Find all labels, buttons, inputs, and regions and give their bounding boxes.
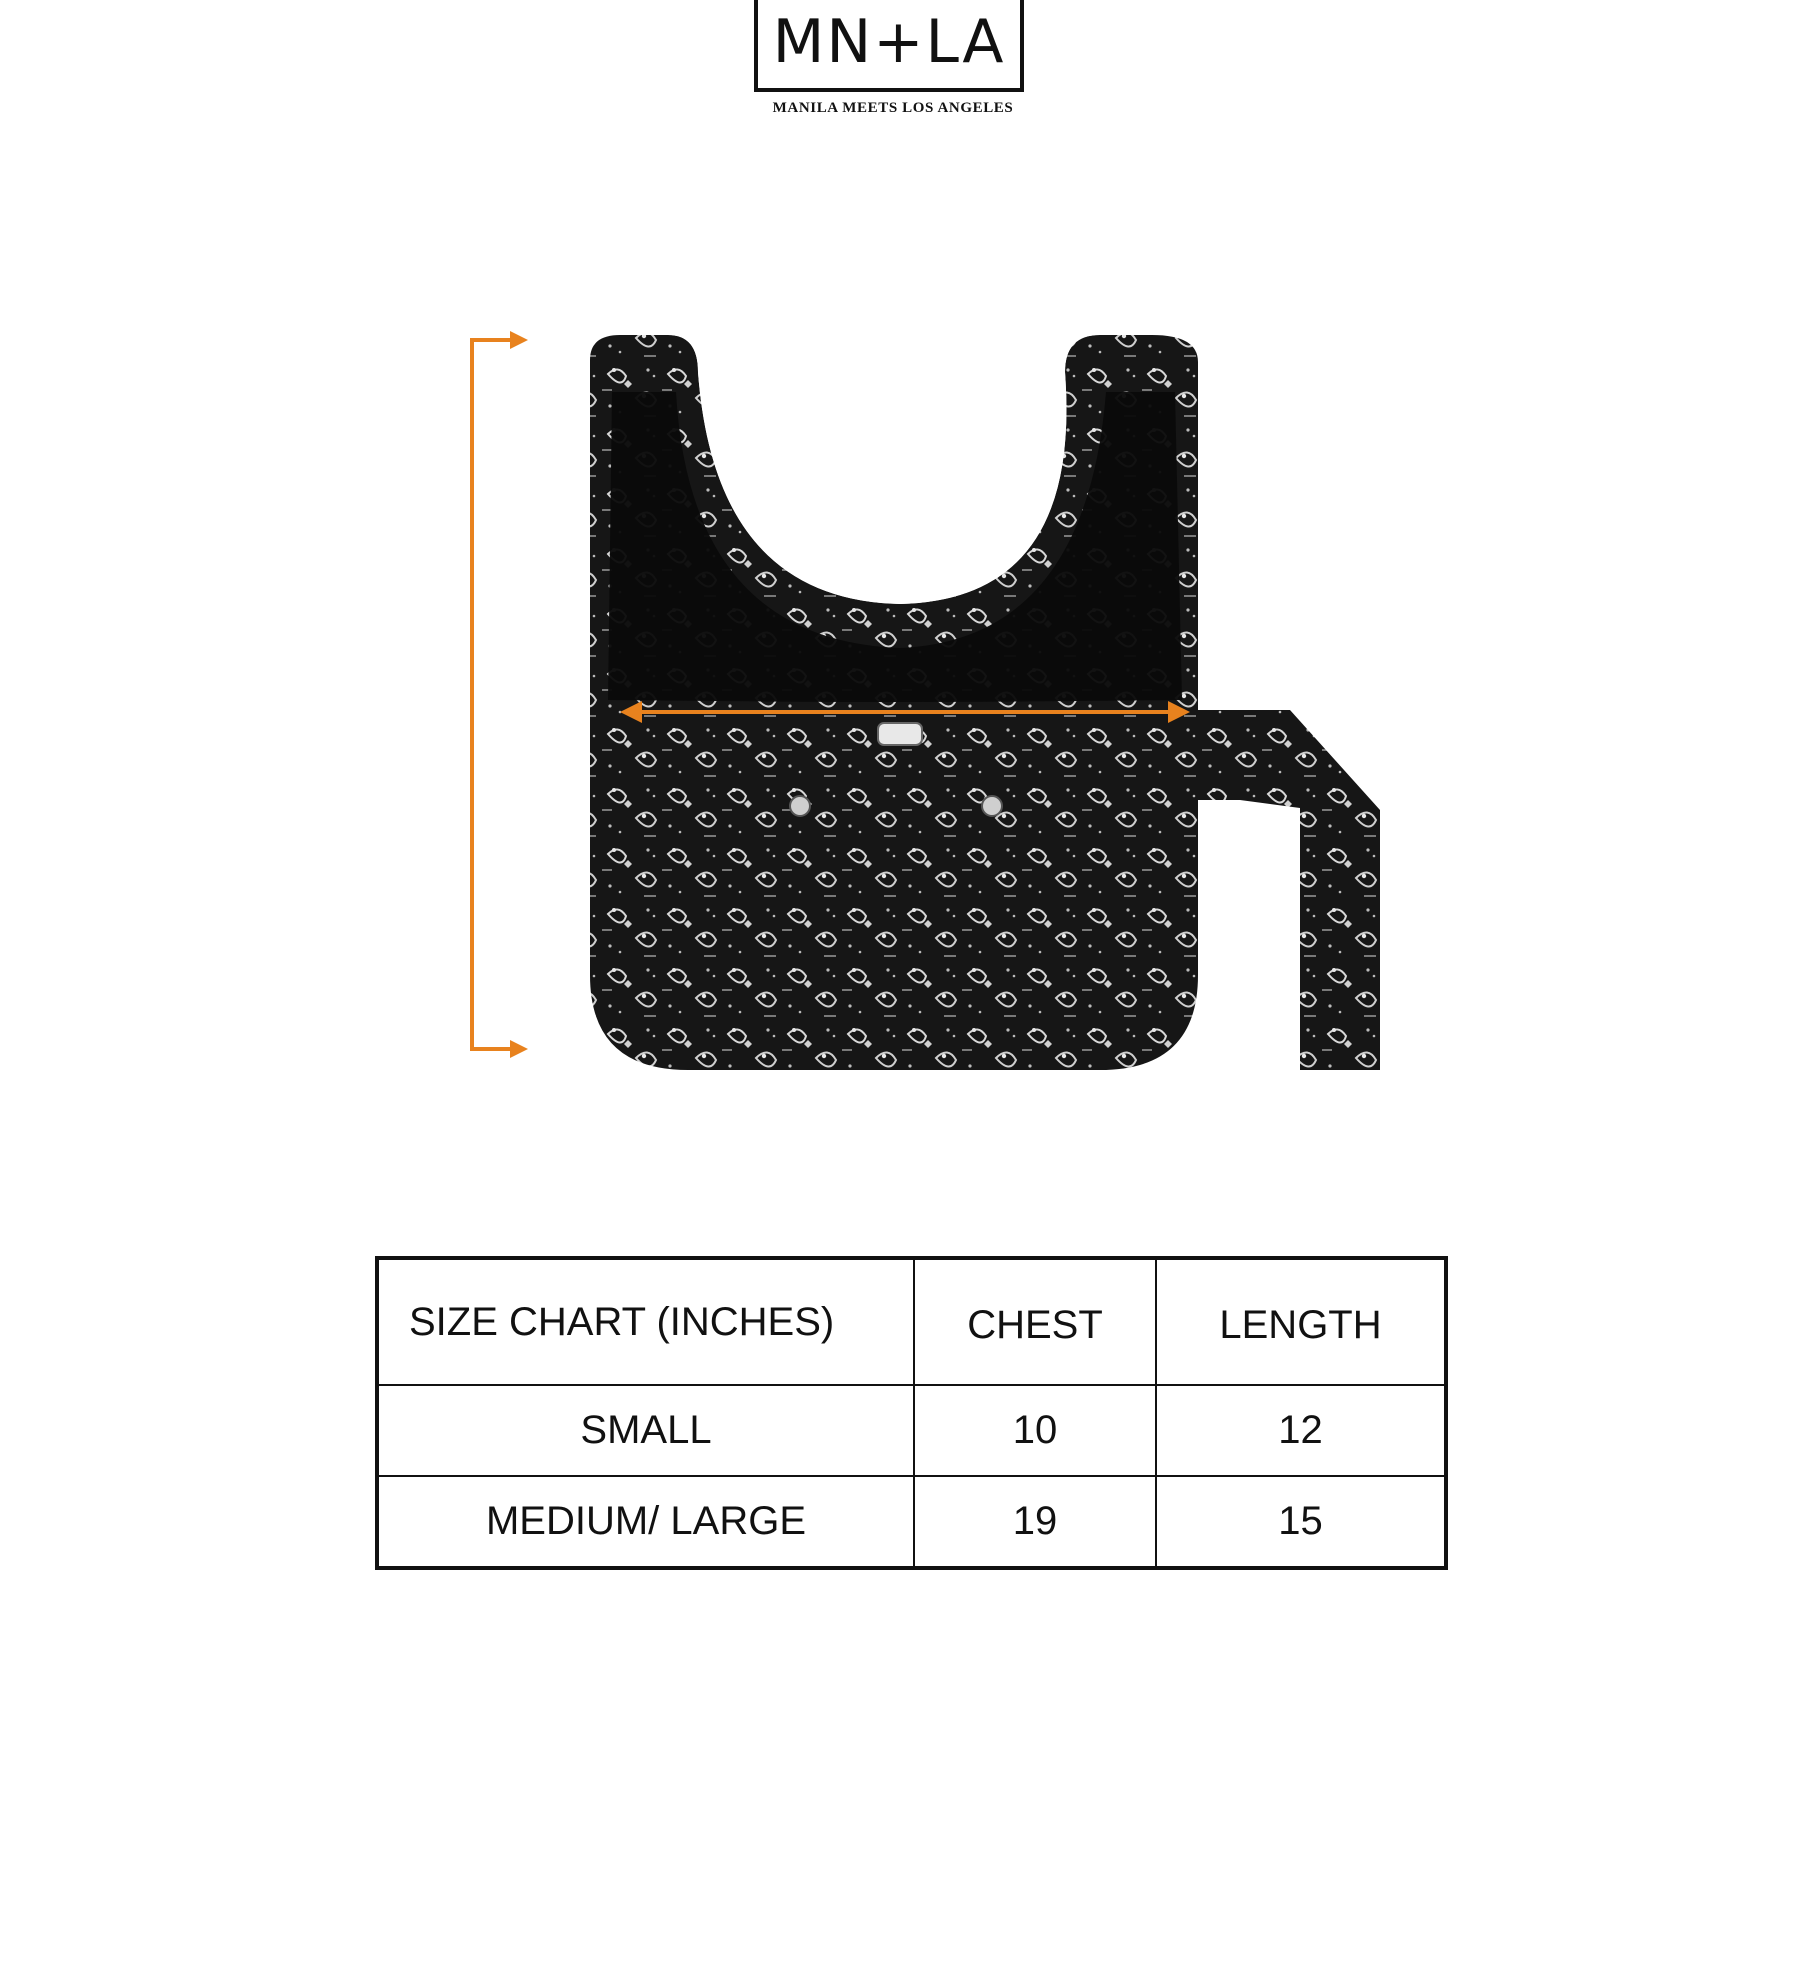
length-measure-arrow xyxy=(472,340,520,1049)
chest-value: 10 xyxy=(914,1385,1156,1476)
length-arrowhead-bottom xyxy=(510,1040,528,1058)
snap-button xyxy=(982,796,1002,816)
snap-button xyxy=(790,796,810,816)
logo-text: MN+LA xyxy=(772,7,1006,77)
side-strap xyxy=(1186,710,1380,1070)
length-arrowhead-top xyxy=(510,331,528,349)
bib-body xyxy=(590,335,1198,1070)
header-length: LENGTH xyxy=(1156,1258,1446,1385)
length-value: 12 xyxy=(1156,1385,1446,1476)
table-row xyxy=(377,1385,1446,1476)
label-tag xyxy=(878,723,922,745)
size-chart-table xyxy=(375,1256,1448,1570)
chest-value: 19 xyxy=(914,1476,1156,1568)
table-row xyxy=(377,1476,1446,1568)
length-value: 15 xyxy=(1156,1476,1446,1568)
size-name: MEDIUM/ LARGE xyxy=(377,1476,914,1568)
header-size-chart: SIZE CHART (INCHES) xyxy=(377,1258,914,1385)
brand-tagline: MANILA MEETS LOS ANGELES xyxy=(772,100,1014,116)
table-header-row xyxy=(377,1258,1446,1385)
header-chest: CHEST xyxy=(914,1258,1156,1385)
size-name: SMALL xyxy=(377,1385,914,1476)
